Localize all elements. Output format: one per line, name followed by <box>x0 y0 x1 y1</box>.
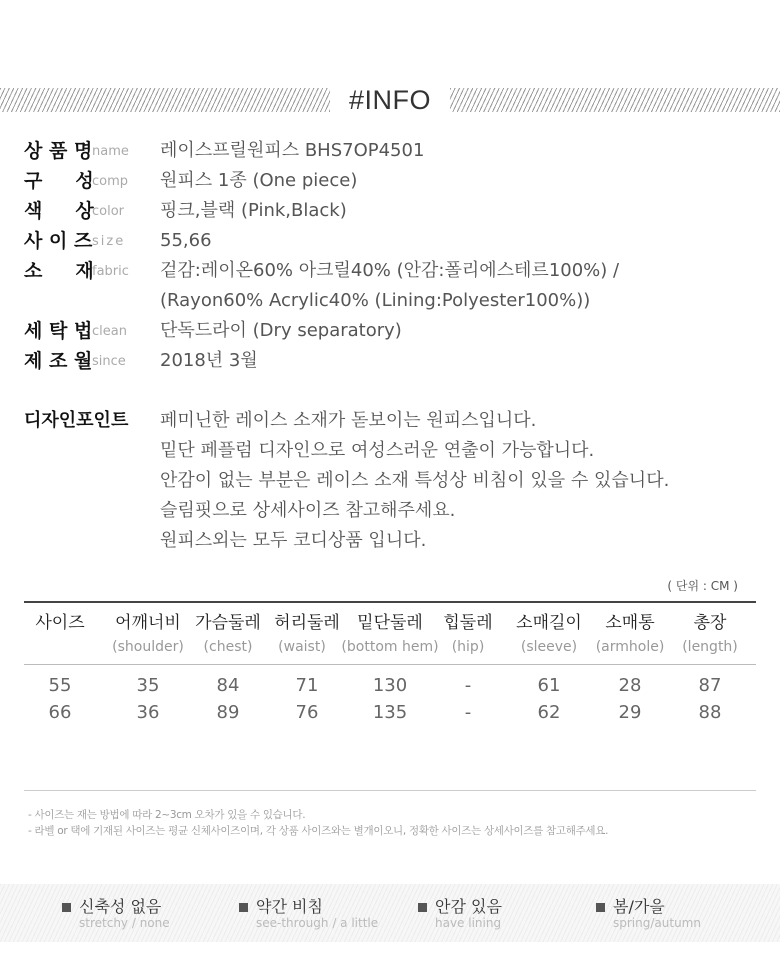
table-cell: 89 <box>216 702 240 723</box>
square-bullet-icon <box>418 903 427 912</box>
info-label-en: since <box>92 354 126 369</box>
table-header-en: (hip) <box>451 639 485 655</box>
info-label-en: name <box>92 144 129 159</box>
info-label: 색 상 <box>24 200 94 222</box>
fabric-tag-label-en: have lining <box>435 916 502 930</box>
table-header-en: (armhole) <box>595 639 665 655</box>
table-header: 소매길이 <box>516 613 582 633</box>
square-bullet-icon <box>62 903 71 912</box>
info-label-en: size <box>92 234 126 249</box>
info-label: 제 조 월 <box>24 350 93 372</box>
table-header-en: (shoulder) <box>112 639 184 655</box>
fabric-tag-label: 봄/가을 <box>613 897 665 916</box>
table-cell: 66 <box>48 702 72 723</box>
table-header-en: (chest) <box>203 639 253 655</box>
info-label: 사 이 즈 <box>24 230 93 252</box>
table-cell: 28 <box>618 675 642 696</box>
table-cell: 35 <box>136 675 160 696</box>
fabric-tag-label: 신축성 없음 <box>79 897 162 916</box>
design-point-label: 디자인포인트 <box>24 410 129 431</box>
table-cell: 76 <box>295 702 319 723</box>
info-value: 2018년 3월 <box>160 350 258 371</box>
info-value: 단독드라이 (Dry separatory) <box>160 320 402 341</box>
info-label-en: clean <box>92 324 127 339</box>
table-header: 소매통 <box>605 613 655 633</box>
info-title: #INFO <box>330 84 450 116</box>
table-header: 가슴둘레 <box>195 613 261 633</box>
table-header: 어깨너비 <box>115 613 181 633</box>
info-label-en: color <box>92 204 125 219</box>
info-value: 핑크,블랙 (Pink,Black) <box>160 200 347 221</box>
table-cell: 135 <box>372 702 408 723</box>
square-bullet-icon <box>239 903 248 912</box>
table-header-en: (sleeve) <box>520 639 578 655</box>
table-cell: - <box>464 675 472 696</box>
table-top-rule <box>24 601 756 603</box>
info-value: 55,66 <box>160 230 212 251</box>
table-header: 허리둘레 <box>274 613 340 633</box>
table-cell: 61 <box>537 675 561 696</box>
info-value: 원피스 1종 (One piece) <box>160 170 358 191</box>
table-cell: 71 <box>295 675 319 696</box>
unit-label: ( 단위 : CM ) <box>667 579 738 593</box>
info-label: 소 재 <box>24 260 94 282</box>
fabric-tag-label-en: stretchy / none <box>79 916 170 930</box>
table-header: 밑단둘레 <box>357 613 423 633</box>
design-point-line: 페미닌한 레이스 소재가 돋보이는 원피스입니다. <box>160 410 537 431</box>
fabric-tag-label: 약간 비침 <box>256 897 323 916</box>
table-header-en: (length) <box>682 639 738 655</box>
table-header: 총장 <box>693 613 727 633</box>
fabric-tag-label: 안감 있음 <box>435 897 502 916</box>
table-header: 힙둘레 <box>443 613 493 633</box>
table-cell: - <box>464 702 472 723</box>
design-point-line: 슬림핏으로 상세사이즈 참고해주세요. <box>160 500 456 521</box>
info-value-2: (Rayon60% Acrylic40% (Lining:Polyester100%)) <box>160 290 591 311</box>
table-bottom-rule <box>24 790 756 791</box>
info-label: 구 성 <box>24 170 94 192</box>
info-value: 겉감:레이온60% 아크릴40% (안감:폴리에스테르100%) / <box>160 260 620 281</box>
fabric-tag-label-en: see-through / a little <box>256 916 379 930</box>
table-cell: 88 <box>698 702 722 723</box>
info-value: 레이스프릴원피스 BHS7OP4501 <box>160 140 425 161</box>
table-header-rule <box>24 664 756 665</box>
info-label: 세 탁 법 <box>24 320 93 342</box>
table-cell: 87 <box>698 675 722 696</box>
table-header: 사이즈 <box>35 613 85 633</box>
table-cell: 29 <box>618 702 642 723</box>
table-cell: 130 <box>372 675 408 696</box>
info-label: 상 품 명 <box>24 140 93 162</box>
table-header-en: (waist) <box>278 639 326 655</box>
table-cell: 36 <box>136 702 160 723</box>
design-point-line: 밑단 페플럼 디자인으로 여성스러운 연출이 가능합니다. <box>160 440 595 461</box>
size-note: - 라벨 or 택에 기재된 사이즈는 평균 신체사이즈이며, 각 상품 사이즈와는 별개이오니, 정확한 사이즈는 상세사이즈를 참고해주세요. <box>28 825 609 837</box>
table-header-en: (bottom hem) <box>341 639 439 655</box>
fabric-tag-label-en: spring/autumn <box>613 916 701 930</box>
table-cell: 84 <box>216 675 240 696</box>
design-point-line: 원피스외는 모두 코디상품 입니다. <box>160 530 427 551</box>
square-bullet-icon <box>596 903 605 912</box>
info-label-en: comp <box>92 174 129 189</box>
table-cell: 62 <box>537 702 561 723</box>
table-cell: 55 <box>48 675 72 696</box>
design-point-line: 안감이 없는 부분은 레이스 소재 특성상 비침이 있을 수 있습니다. <box>160 470 670 491</box>
size-note: - 사이즈는 재는 방법에 따라 2~3cm 오차가 있을 수 있습니다. <box>28 809 306 821</box>
info-label-en: fabric <box>92 264 129 279</box>
